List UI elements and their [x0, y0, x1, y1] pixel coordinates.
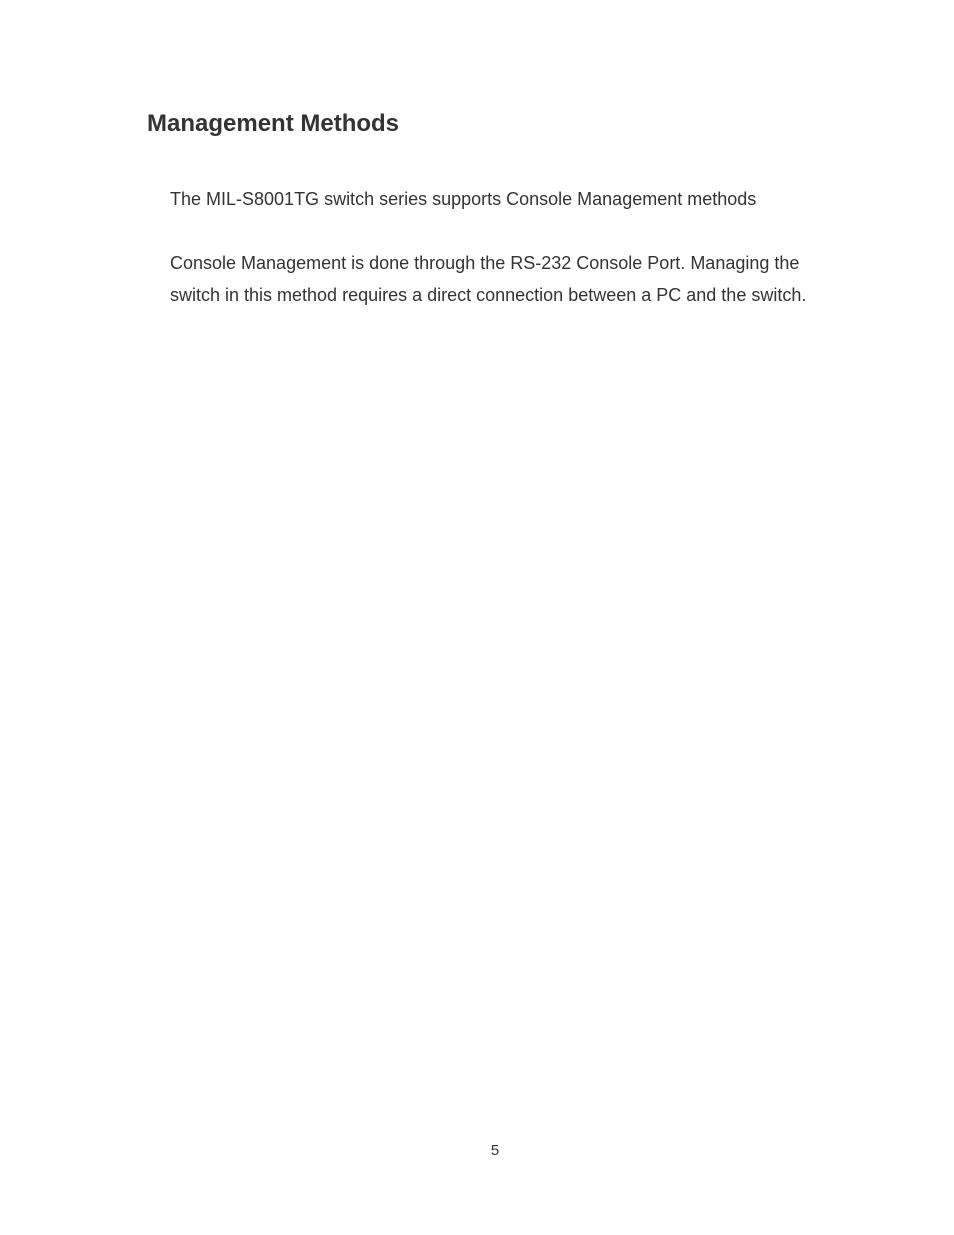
page-number: 5: [490, 1142, 500, 1159]
section-heading: Management Methods: [147, 110, 400, 137]
console-management-paragraph: Console Management is done through the RS-232 Console Port. Managing the switch in this method requires a direct connection between a PC and the switch.: [170, 253, 807, 305]
intro-paragraph: The MIL-S8001TG switch series supports Console Management methods: [170, 189, 757, 209]
